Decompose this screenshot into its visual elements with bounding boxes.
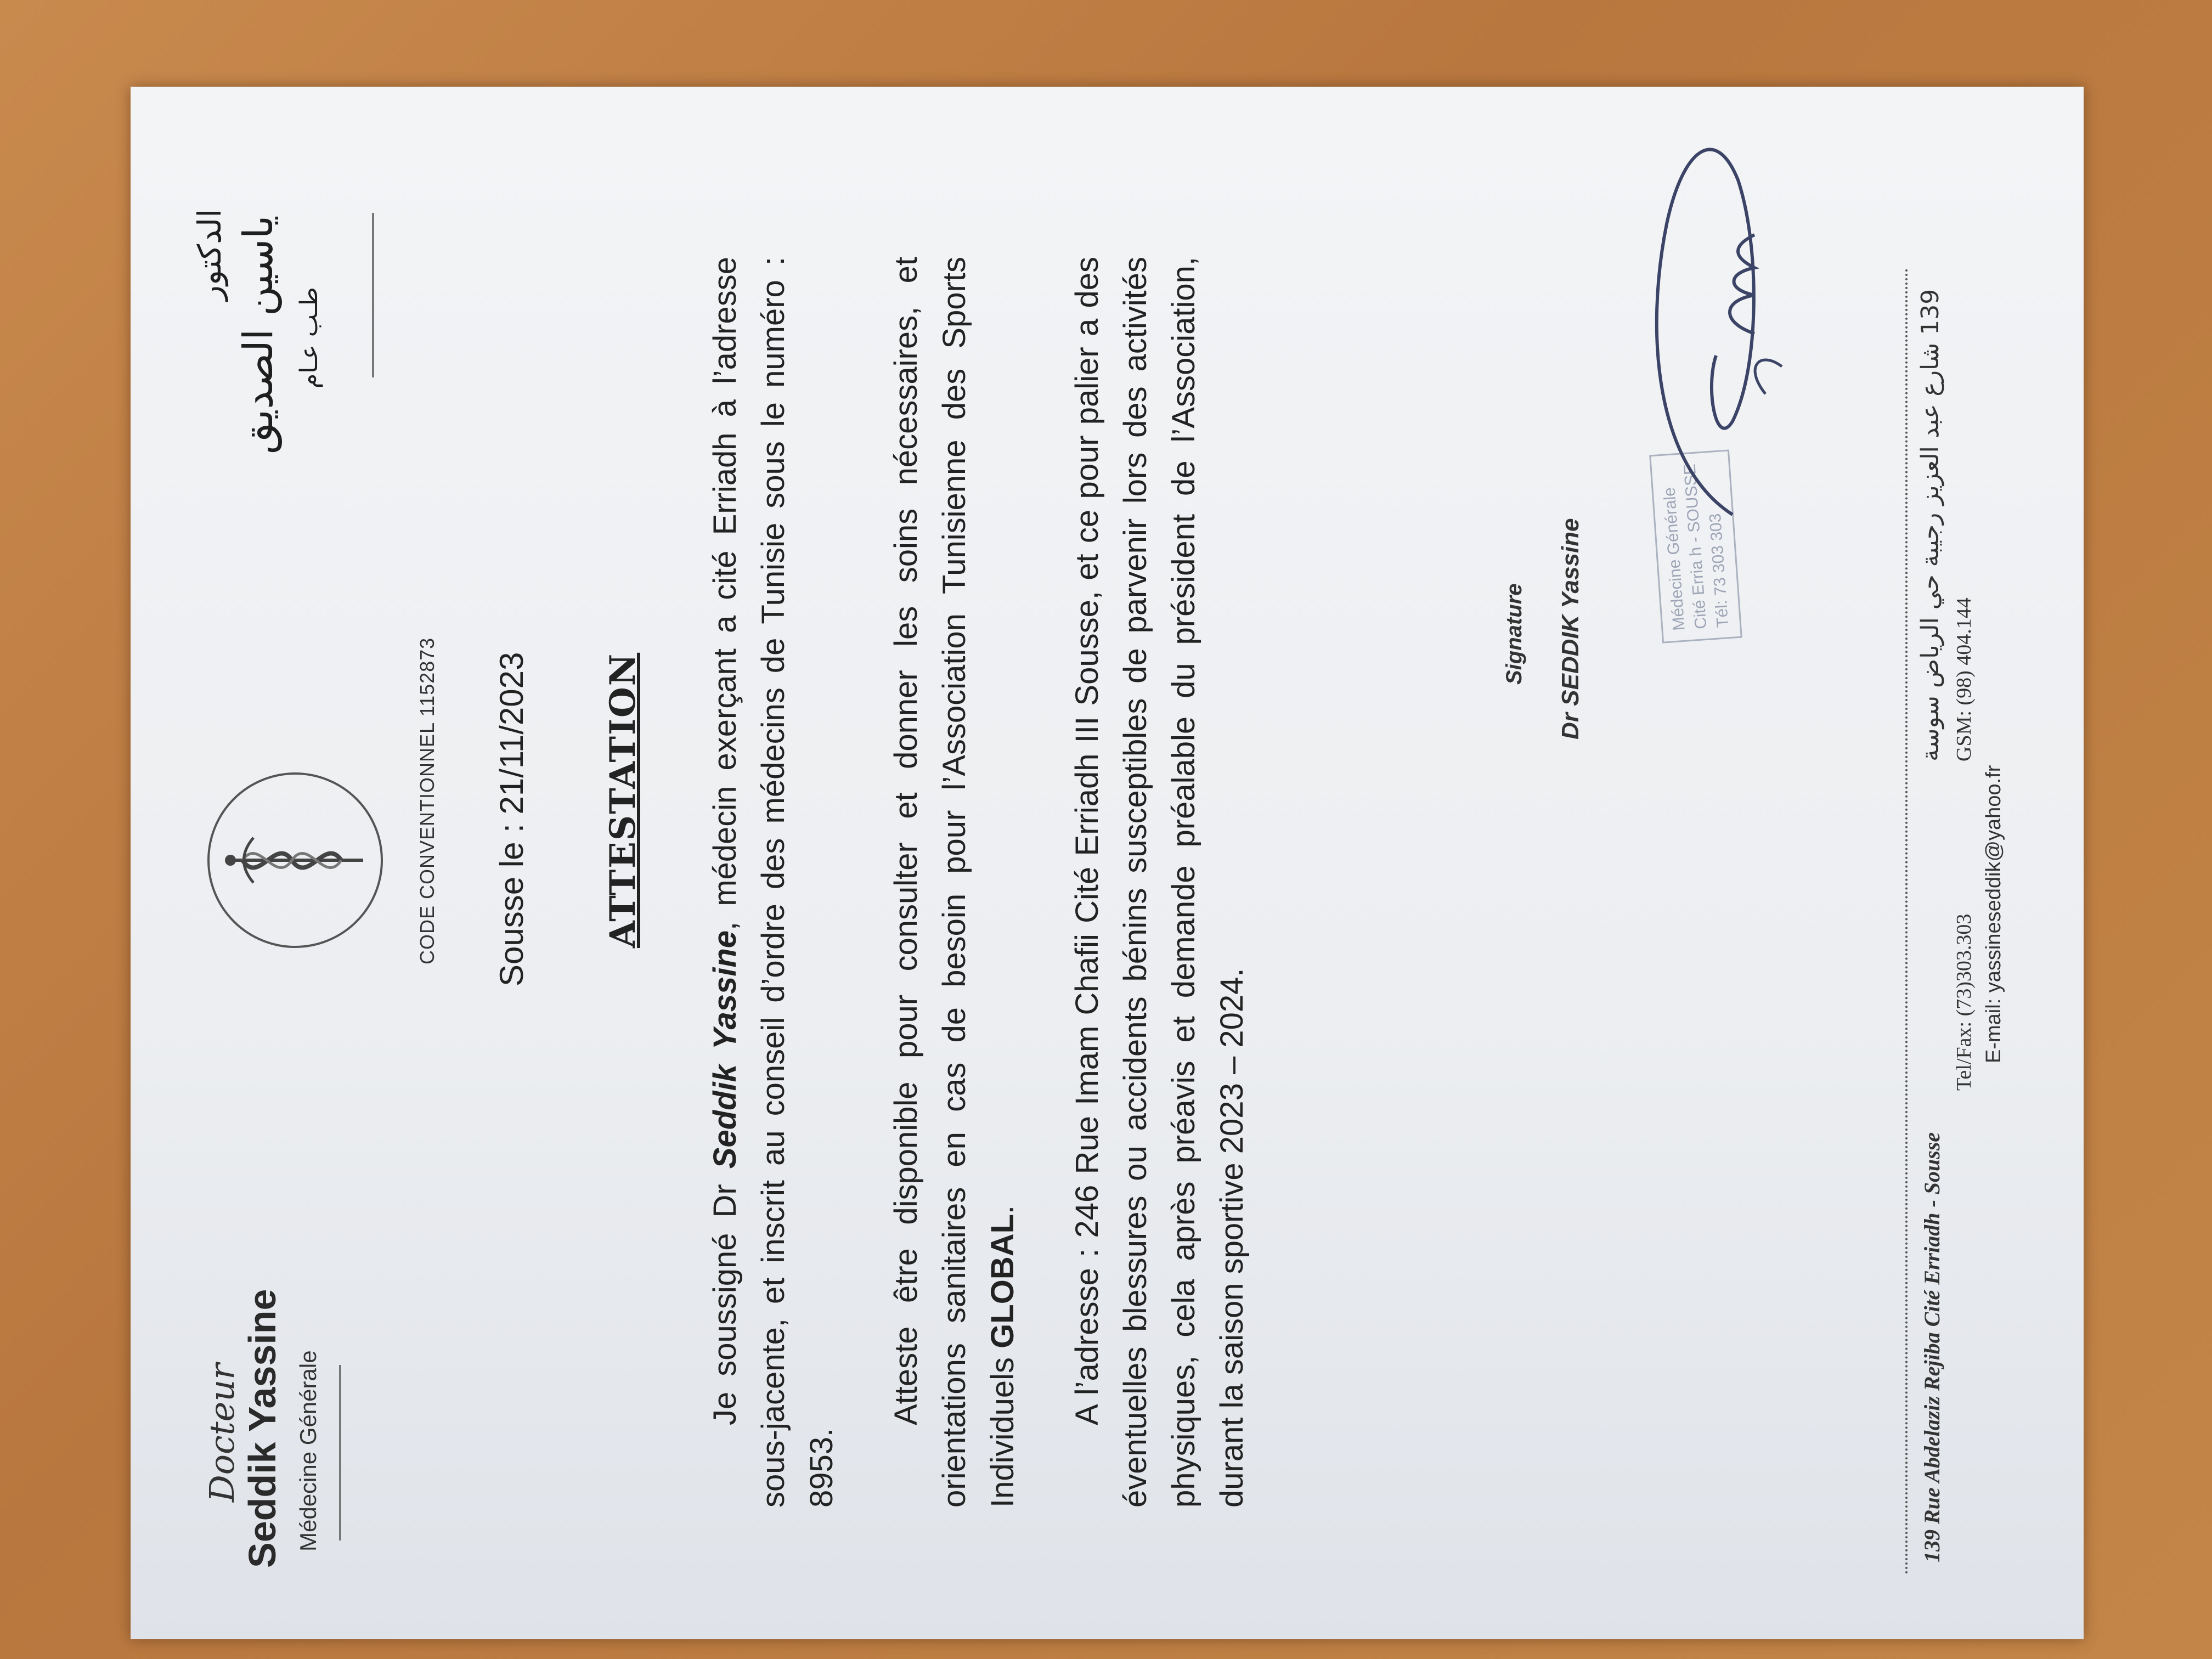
p2-pre: Atteste être disponible pour consulter et donner les soins nécessaires, et orientations sanitaires en cas de besoin pour l’Association Tunisienne des Sports Individuels — [888, 257, 1020, 1508]
arabic-specialty: طـب عـام — [295, 287, 323, 388]
arabic-doctor-title: الدكتور — [191, 208, 228, 301]
document-title: ATTESTATION — [602, 652, 644, 948]
paragraph-1 — [701, 257, 846, 1508]
signature-name: Dr SEDDIK Yassine — [1557, 518, 1584, 740]
footer-email: E-mail: yassineseddik@yahoo.fr — [1982, 765, 2005, 1063]
footer-address-fr: 139 Rue Abdelaziz Rejiba Cité Erriadh - Sousse — [1920, 1132, 1944, 1562]
paragraph-3: A l’adresse : 246 Rue Imam Chafii Cité Erriadh III Sousse, et ce pour palier a des éventuelles blessures ou accidents bénins susceptibles de parvenir lors des activités physiques, cela après préavis et demande préalable du président de l’Association, durant la saison sportive 2023 – 2024. — [1069, 257, 1250, 1508]
p2-bold: GLOBAL — [985, 1214, 1020, 1348]
p2-post: . — [985, 1205, 1020, 1214]
stamp-line3: Tél: 73 303 303 — [1706, 512, 1733, 629]
footer-address-ar: 139 شارع عبد العزيز رجيبة حي الرياض سوسة — [1916, 289, 1944, 761]
code-conventionnel: CODE CONVENTIONNEL 1152873 — [416, 637, 438, 964]
p1-post: , médecin exerçant a cité Erriadh à l’adresse sous-jacente, et inscrit au conseil d’ordre des médecins de Tunisie sous le numéro : 8953. — [707, 256, 839, 1508]
signature-scribble-icon — [1623, 114, 1798, 531]
footer-gsm: GSM: (98) 404.144 — [1953, 597, 1976, 761]
p1-name: Seddik Yassine — [707, 930, 743, 1169]
header-rule-left — [339, 1365, 341, 1541]
header-rule-right — [372, 213, 374, 377]
doctor-title: Docteur — [202, 1363, 242, 1502]
footer-rule — [1905, 268, 1908, 1573]
signature-label: Signature — [1502, 583, 1526, 685]
document-page — [131, 92, 2084, 1639]
doctor-specialty: Médecine Générale — [295, 1350, 321, 1551]
stamp-line1: Médecine Générale — [1660, 487, 1689, 631]
paragraph-2 — [882, 257, 1027, 1508]
doctor-name: Seddik Yassine — [241, 1289, 284, 1568]
arabic-doctor-name: ياسين الصديق — [235, 215, 282, 454]
handwritten-signature — [1623, 114, 1798, 531]
date-line: Sousse le : 21/11/2023 — [493, 652, 530, 986]
stamp-line2: Cité Erria h - SOUSSE — [1680, 463, 1711, 630]
caduceus-icon — [210, 775, 381, 946]
p1-pre: Je soussigné Dr — [707, 1169, 743, 1425]
footer-tel: Tel/Fax: (73)303.303 — [1953, 913, 1976, 1091]
caduceus-logo — [207, 772, 383, 948]
